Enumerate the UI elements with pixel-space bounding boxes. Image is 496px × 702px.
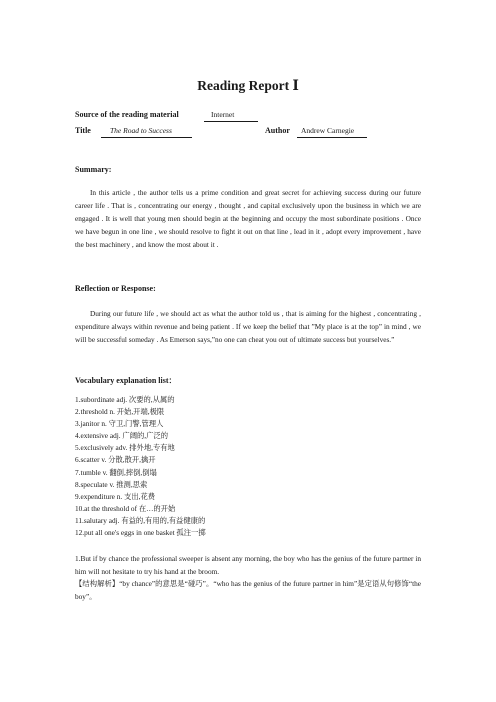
vocabulary-item: 5.exclusively adv. 排外地,专有地 xyxy=(75,443,175,453)
vocabulary-item: 10.at the threshold of 在…的开始 xyxy=(75,503,176,513)
vocabulary-item: 8.speculate v. 推测,思索 xyxy=(75,479,148,489)
title-label: Title xyxy=(75,126,91,135)
page-title: Reading Report Ⅰ xyxy=(197,78,299,93)
title-underline xyxy=(101,137,192,138)
vocabulary-item: 4.extensive adj. 广阔的,广泛的 xyxy=(75,431,169,441)
vocabulary-item: 11.salutary adj. 有益的,有用的,有益健康的 xyxy=(75,515,206,525)
vocabulary-list xyxy=(75,394,206,539)
vocabulary-item: 3.janitor n. 守卫,门警,管理人 xyxy=(75,419,164,429)
source-underline xyxy=(204,121,258,122)
vocabulary-item: 9.expenditure n. 支出,花费 xyxy=(75,491,156,501)
book-title-value: The Road to Success xyxy=(110,126,172,135)
source-label: Source of the reading material xyxy=(75,110,179,119)
author-underline xyxy=(297,137,367,138)
vocabulary-item: 2.threshold n. 开始,开端,极限 xyxy=(75,407,165,417)
reflection-heading: Reflection or Response: xyxy=(75,284,156,293)
summary-text: In this article , the author tells us a prime condition and great secret for achieving success during our future career life . That is , concentrating our energy , thought , and capital exclusively upon the business in which we are engaged . It is well that young men should begin at the beginning and occupy the most subordinate positions . Once we have begun in one line , we should resolve to fight it out on that line , lead in it , adopt every improvement , have the best machinery , and know the most about it . xyxy=(75,188,421,249)
vocabulary-item: 7.tumble v. 翻倒,摔倒,倒塌 xyxy=(75,467,157,477)
analysis-sentence: 1.But if by chance the professional sweeper is absent any morning, the boy who has the genius of the future partner in him will not hesitate to try his hand at the broom. xyxy=(75,554,421,576)
source-value: Internet xyxy=(211,110,235,119)
summary-heading: Summary: xyxy=(75,165,112,174)
vocabulary-item: 6.scatter v. 分散,散开,擒开 xyxy=(75,455,156,465)
vocabulary-item: 12.put all one's eggs in one basket 孤注一掷 xyxy=(75,528,206,538)
vocabulary-heading: Vocabulary explanation list： xyxy=(75,376,177,385)
author-value: Andrew Carnegie xyxy=(301,126,355,135)
reflection-text: During our future life , we should act as what the author told us , that is aiming for the highest , concentrating , expenditure always within revenue and being patient . If we keep the belief that ”My place is at the top” in mind , we will be successful someday . As Emerson says,”no one can cheat you out of ultimate success but yourselves.” xyxy=(75,309,421,344)
analysis-explanation: 【结构解析】“by chance”的意思是“碰巧”。“who has the genius of the future partner in him”是定语从句修饰“the boy”。 xyxy=(75,579,421,601)
author-label: Author xyxy=(265,126,290,135)
vocabulary-item: 1.subordinate adj. 次要的,从属的 xyxy=(75,395,175,404)
